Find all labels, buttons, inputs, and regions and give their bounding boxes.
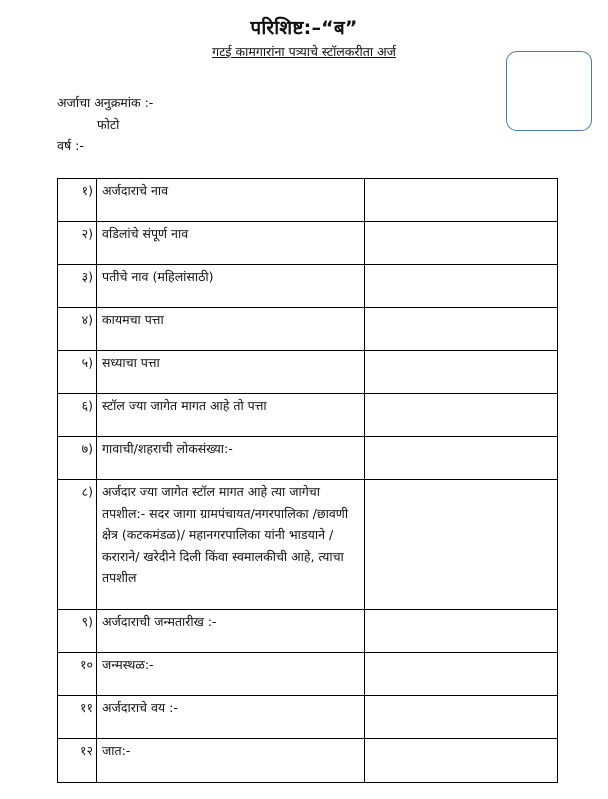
permanent-address-field[interactable] — [365, 308, 558, 351]
form-row — [58, 222, 558, 265]
form-row — [58, 265, 558, 308]
row-number: ३) — [58, 265, 97, 308]
age-field[interactable] — [365, 696, 558, 739]
row-label: अर्जदाराचे नाव — [97, 179, 365, 222]
form-row — [58, 394, 558, 437]
row-label: अर्जदार ज्या जागेत स्टॉल मागत आहे त्या जागेचा तपशील:- सदर जागा ग्रामपंचायत/नगरपालिका /छावणी क्षेत्र (कटकमंडळ)/ महानगरपालिका यांनी भाडयाने /कराराने/ खरेदीने दिली किंवा स्वमालकीची आहे, त्याचा तपशील — [97, 480, 365, 610]
form-row — [58, 480, 558, 610]
row-number: १२ — [58, 739, 97, 783]
form-row — [58, 739, 558, 783]
row-label: कायमचा पत्ता — [97, 308, 365, 351]
birth-date-field[interactable] — [365, 610, 558, 653]
row-label: अर्जदाराची जन्मतारीख :- — [97, 610, 365, 653]
form-title: परिशिष्ट:–“ब” — [250, 17, 358, 39]
row-label: अर्जदाराचे वय :- — [97, 696, 365, 739]
current-address-field[interactable] — [365, 351, 558, 394]
form-row — [58, 696, 558, 739]
population-field[interactable] — [365, 437, 558, 480]
form-row — [58, 308, 558, 351]
row-number: १० — [58, 653, 97, 696]
applicant-name-field[interactable] — [365, 179, 558, 222]
row-number: ५) — [58, 351, 97, 394]
photo-box — [506, 51, 592, 131]
row-number: ८) — [58, 480, 97, 610]
row-label: गावाची/शहराची लोकसंख्या:- — [97, 437, 365, 480]
stall-address-field[interactable] — [365, 394, 558, 437]
row-label: स्टॉल ज्या जागेत मागत आहे तो पत्ता — [97, 394, 365, 437]
row-number: ९) — [58, 610, 97, 653]
form-row — [58, 653, 558, 696]
row-label: वडिलांचे संपूर्ण नाव — [97, 222, 365, 265]
row-number: २) — [58, 222, 97, 265]
year-label: वर्ष :- — [57, 138, 84, 153]
row-number: १) — [58, 179, 97, 222]
husband-name-field[interactable] — [365, 265, 558, 308]
form-row — [58, 437, 558, 480]
row-number: ६) — [58, 394, 97, 437]
application-form-table — [57, 178, 558, 783]
form-subtitle: गटई कामगारांना पत्र्याचे स्टॉलकरीता अर्ज — [212, 44, 396, 59]
row-number: ११ — [58, 696, 97, 739]
row-label: जात:- — [97, 739, 365, 783]
birth-place-field[interactable] — [365, 653, 558, 696]
land-details-field[interactable] — [365, 480, 558, 610]
row-number: ७) — [58, 437, 97, 480]
row-label: सध्याचा पत्ता — [97, 351, 365, 394]
form-row — [58, 179, 558, 222]
form-row — [58, 351, 558, 394]
row-label: पतीचे नाव (महिलांसाठी) — [97, 265, 365, 308]
photo-label: फोटो — [97, 117, 120, 132]
application-number-label: अर्जाचा अनुक्रमांक :- — [57, 95, 154, 110]
form-row — [58, 610, 558, 653]
caste-field[interactable] — [365, 739, 558, 783]
row-number: ४) — [58, 308, 97, 351]
row-label: जन्मस्थळ:- — [97, 653, 365, 696]
father-name-field[interactable] — [365, 222, 558, 265]
